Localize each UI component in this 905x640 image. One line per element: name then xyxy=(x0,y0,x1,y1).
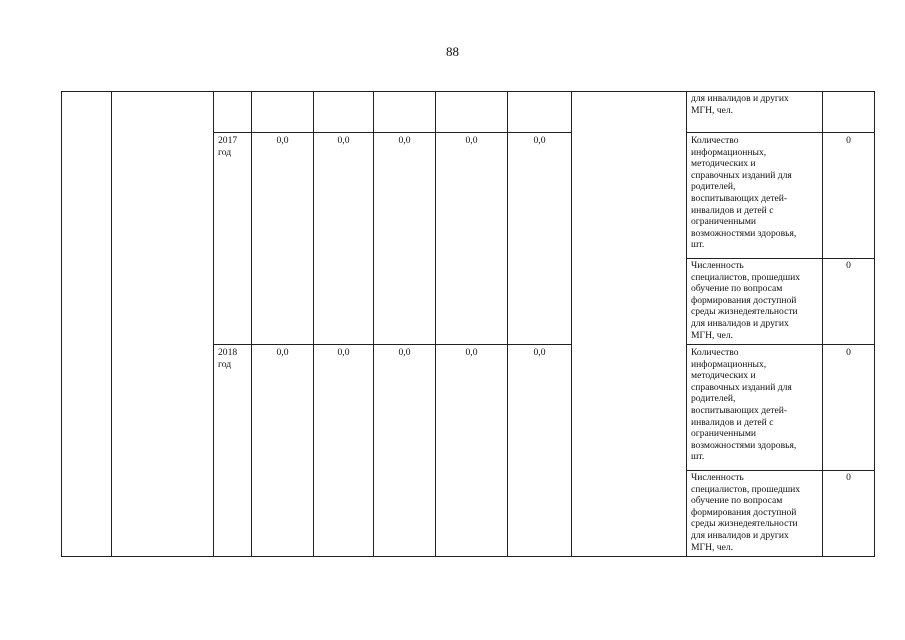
indicator-text: Численность специалистов, прошедших обучение по вопросам формирования доступной среды жизнедеятельности для инвалидов и других МГН, чел. xyxy=(691,260,801,341)
indicator-text: Количество информационных, методических и справочных изданий для родителей, воспитывающих детей- инвалидов и детей с ограниченными возможностями здоровья, шт. xyxy=(691,347,797,463)
table-border xyxy=(61,556,875,557)
value-cell: 0,0 xyxy=(465,135,478,146)
value-cell: 0,0 xyxy=(533,347,546,358)
table-border xyxy=(251,91,252,556)
table-border xyxy=(111,91,112,556)
table-border xyxy=(822,91,823,556)
year-cell: 2017 год xyxy=(218,135,238,158)
table-border xyxy=(507,91,508,556)
value-cell: 0,0 xyxy=(337,347,350,358)
value-cell: 0,0 xyxy=(398,347,411,358)
indicator-text: Численность специалистов, прошедших обучение по вопросам формирования доступной среды жизнедеятельности для инвалидов и других МГН, чел. xyxy=(691,472,801,553)
indicator-text: Количество информационных, методических и справочных изданий для родителей, воспитывающих детей- инвалидов и детей с ограниченными возможностями здоровья, шт. xyxy=(691,135,797,251)
table-border xyxy=(435,91,436,556)
indicator-value: 0 xyxy=(846,472,851,483)
table-border xyxy=(686,258,875,259)
value-cell: 0,0 xyxy=(398,135,411,146)
indicator-value: 0 xyxy=(846,260,851,271)
table-border xyxy=(213,91,214,556)
value-cell: 0,0 xyxy=(533,135,546,146)
table-border xyxy=(313,91,314,556)
value-cell: 0,0 xyxy=(337,135,350,146)
value-cell: 0,0 xyxy=(276,347,289,358)
table-border xyxy=(213,344,571,345)
table-border xyxy=(373,91,374,556)
year-cell: 2018 год xyxy=(218,347,238,370)
value-cell: 0,0 xyxy=(276,135,289,146)
indicator-value: 0 xyxy=(846,135,851,146)
table-border xyxy=(61,91,875,92)
indicator-value: 0 xyxy=(846,347,851,358)
table-border xyxy=(874,91,875,557)
table-border xyxy=(213,132,571,133)
value-cell: 0,0 xyxy=(465,347,478,358)
table-border xyxy=(61,91,62,556)
table-border xyxy=(686,91,687,556)
page-number: 88 xyxy=(446,44,459,59)
table-border xyxy=(686,132,875,133)
table-border xyxy=(686,470,875,471)
table-border xyxy=(571,91,572,556)
table-border xyxy=(686,344,875,345)
indicator-text: для инвалидов и других МГН, чел. xyxy=(691,93,789,116)
